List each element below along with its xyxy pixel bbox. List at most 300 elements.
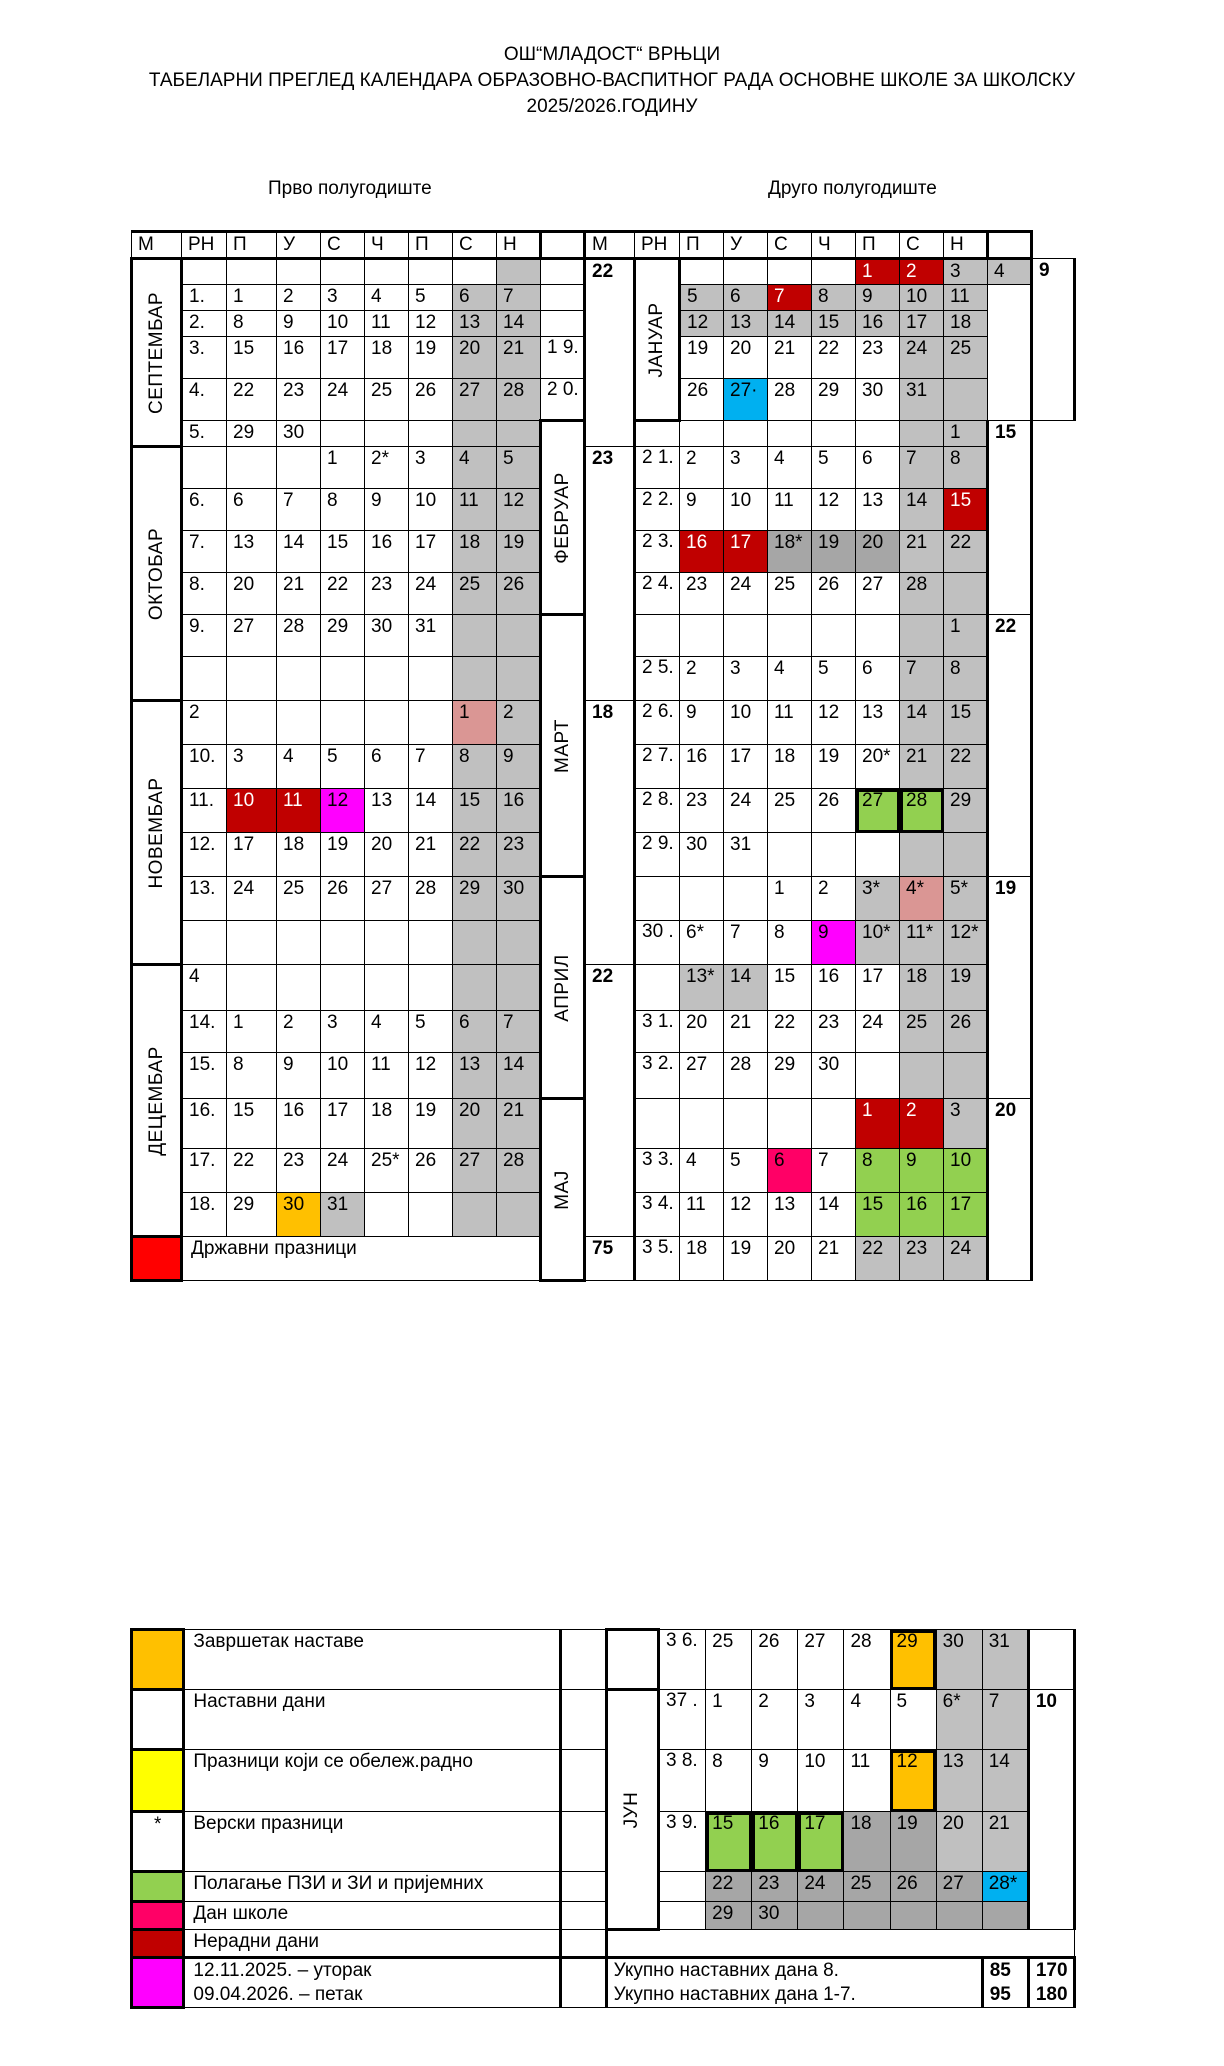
day-cell (497, 259, 541, 285)
day-cell (680, 615, 724, 657)
day-cell (944, 1053, 988, 1099)
month-dec (132, 965, 182, 1237)
week-number: 30 . (635, 921, 680, 965)
day-cell (277, 965, 321, 1011)
day-cell: 16 (856, 311, 900, 337)
day-cell: 27 (856, 789, 900, 833)
day-cell: 5 (321, 745, 365, 789)
day-cell: 5 (680, 285, 724, 311)
day-cell: 16 (680, 531, 724, 573)
week-number (659, 1902, 706, 1930)
month-label: МАРТ (551, 718, 573, 773)
day-cell: 11 (944, 285, 988, 311)
day-cell (982, 1902, 1028, 1930)
day-cell: 14 (497, 311, 541, 337)
day-cell: 28* (982, 1872, 1028, 1902)
day-cell: 17 (798, 1812, 844, 1872)
month-total: 22 (585, 259, 635, 447)
week-number: 15. (182, 1053, 227, 1099)
day-cell (365, 259, 409, 285)
day-cell: 10 (724, 489, 768, 531)
day-cell: 7 (900, 447, 944, 489)
week-number: 17. (182, 1149, 227, 1193)
day-cell: 14 (277, 531, 321, 573)
legend-swatch-teach (132, 1690, 184, 1750)
column-header: П (409, 232, 453, 259)
day-cell: 28 (724, 1053, 768, 1099)
month-total: 10 (1028, 1690, 1074, 1930)
week-number: 16. (182, 1099, 227, 1149)
day-cell (812, 615, 856, 657)
day-cell: 14 (409, 789, 453, 833)
day-cell: 6 (856, 447, 900, 489)
day-cell: 2 (900, 259, 944, 285)
day-cell: 23 (680, 789, 724, 833)
day-cell: 13 (365, 789, 409, 833)
week-number: 2 6. (635, 701, 680, 745)
day-cell: 16 (812, 965, 856, 1011)
day-cell: 12 (812, 489, 856, 531)
day-cell: 13 (856, 489, 900, 531)
day-cell: 31 (900, 379, 944, 421)
calendar-table (130, 230, 1076, 1282)
day-cell: 29 (227, 1193, 277, 1237)
day-cell: 14 (982, 1750, 1028, 1812)
day-cell: 1 (706, 1690, 752, 1750)
column-header: Ч (812, 232, 856, 259)
day-cell: 18 (365, 337, 409, 379)
day-cell: 20 (768, 1237, 812, 1281)
week-number: 2 5. (635, 657, 680, 701)
day-cell: 13 (453, 311, 497, 337)
empty-cell (541, 232, 585, 259)
week-number: 12. (182, 833, 227, 877)
day-cell: 10 (227, 789, 277, 833)
day-cell: 8 (227, 1053, 277, 1099)
day-cell: 3 (724, 447, 768, 489)
day-cell: 9 (277, 1053, 321, 1099)
day-cell: 10 (409, 489, 453, 531)
day-cell: 22 (944, 745, 988, 789)
day-cell: 1 (768, 877, 812, 921)
day-cell (497, 965, 541, 1011)
day-cell: 25 (453, 573, 497, 615)
day-cell (497, 921, 541, 965)
day-cell (900, 1053, 944, 1099)
day-cell: 4 (768, 447, 812, 489)
column-header: РН (635, 232, 680, 259)
summary-g17-b: 180 (1035, 1984, 1068, 2005)
day-cell: 27 (453, 1149, 497, 1193)
legend-swatch-swap (132, 1958, 184, 2008)
day-cell: 27 (936, 1872, 982, 1902)
day-cell: 29 (890, 1630, 936, 1690)
day-cell (900, 615, 944, 657)
day-cell (409, 259, 453, 285)
legend-relig: Верски празници (184, 1812, 560, 1872)
legend-teach: Наставни дани (184, 1690, 560, 1750)
day-cell: 30 (680, 833, 724, 877)
week-number (182, 657, 227, 701)
day-cell: 15 (321, 531, 365, 573)
day-cell: 13 (856, 701, 900, 745)
day-cell: 16 (277, 1099, 321, 1149)
column-header: У (277, 232, 321, 259)
day-cell (409, 701, 453, 745)
day-cell (277, 447, 321, 489)
day-cell: 23 (497, 833, 541, 877)
first-semester-label: Прво полугодиште (268, 178, 432, 199)
empty-cell (560, 1690, 606, 1750)
day-cell (227, 447, 277, 489)
legend-swatch-state (132, 1237, 182, 1281)
calendar-row (132, 447, 1075, 489)
day-cell: 3 (321, 285, 365, 311)
day-cell: 22 (227, 379, 277, 421)
week-number: 13. (182, 877, 227, 921)
day-cell: 19 (890, 1812, 936, 1872)
lower-row (132, 1812, 1075, 1872)
day-cell: 9 (277, 311, 321, 337)
day-cell (812, 833, 856, 877)
day-cell (724, 615, 768, 657)
month-total: 23 (585, 447, 635, 701)
day-cell: 4 (365, 1011, 409, 1053)
legend-state: Државни празници (182, 1237, 541, 1281)
day-cell (680, 421, 724, 447)
day-cell: 5 (497, 447, 541, 489)
day-cell: 24 (900, 337, 944, 379)
day-cell: 6 (227, 489, 277, 531)
day-cell: 7 (497, 285, 541, 311)
day-cell: 7 (277, 489, 321, 531)
day-cell (724, 877, 768, 921)
day-cell: 4 (453, 447, 497, 489)
day-cell: 12 (724, 1193, 768, 1237)
week-number: 5. (182, 421, 227, 447)
day-cell (497, 1193, 541, 1237)
school-year: 2025/2026.ГОДИНУ (526, 96, 698, 117)
day-cell: 4 (844, 1690, 890, 1750)
month-label: ФЕБРУАР (551, 471, 573, 564)
column-header: П (680, 232, 724, 259)
week-number: 2 4. (635, 573, 680, 615)
day-cell: 18 (365, 1099, 409, 1149)
week-number: 2 3. (635, 531, 680, 573)
day-cell: 3 (227, 745, 277, 789)
legend-swatch-day (132, 1902, 184, 1930)
day-cell: 18 (453, 531, 497, 573)
day-cell: 28 (409, 877, 453, 921)
day-cell: 21 (812, 1237, 856, 1281)
day-cell: 21 (724, 1011, 768, 1053)
legend-day: Дан школе (184, 1902, 560, 1930)
day-cell: 23 (856, 337, 900, 379)
day-cell: 18 (844, 1812, 890, 1872)
week-number: 3 1. (635, 1011, 680, 1053)
day-cell: 14 (900, 701, 944, 745)
day-cell: 6 (856, 657, 900, 701)
day-cell: 26 (944, 1011, 988, 1053)
day-cell: 24 (798, 1872, 844, 1902)
week-number: 1 9. (541, 337, 585, 379)
month-total: 19 (988, 877, 1032, 1099)
column-header: М (132, 232, 182, 259)
day-cell: 18* (768, 531, 812, 573)
day-cell: 29 (768, 1053, 812, 1099)
week-number (182, 447, 227, 489)
day-cell (227, 965, 277, 1011)
day-cell: 11 (365, 1053, 409, 1099)
week-number (635, 1099, 680, 1149)
summary-g17-a: 95 (989, 1984, 1011, 2005)
day-cell: 9 (497, 745, 541, 789)
day-cell (900, 421, 944, 447)
day-cell: 8 (706, 1750, 752, 1812)
day-cell: 17 (321, 337, 365, 379)
day-cell: 27 (856, 573, 900, 615)
day-cell: 5 (890, 1690, 936, 1750)
day-cell: 2 (680, 447, 724, 489)
day-cell: 26 (752, 1630, 798, 1690)
day-cell: 20 (680, 1011, 724, 1053)
day-cell: 23 (277, 379, 321, 421)
day-cell: 24 (227, 877, 277, 921)
month-label: ОКТОБАР (145, 527, 167, 620)
day-cell (365, 421, 409, 447)
day-cell: 21 (277, 573, 321, 615)
day-cell (409, 1193, 453, 1237)
month-oct (132, 447, 182, 701)
day-cell: 26 (812, 573, 856, 615)
month-total: 22 (988, 615, 1032, 877)
day-cell: 26 (409, 379, 453, 421)
day-cell: 25 (768, 789, 812, 833)
day-cell: 9 (680, 489, 724, 531)
week-number (541, 311, 585, 337)
day-cell: 2 (277, 1011, 321, 1053)
day-cell (365, 657, 409, 701)
day-cell (227, 657, 277, 701)
day-cell: 17 (321, 1099, 365, 1149)
week-number (182, 259, 227, 285)
column-header: С (768, 232, 812, 259)
empty-cell (606, 1630, 658, 1690)
month-total: 22 (585, 965, 635, 1237)
day-cell: 30 (812, 1053, 856, 1099)
day-cell: 20 (453, 337, 497, 379)
day-cell (321, 657, 365, 701)
day-cell: 28 (900, 789, 944, 833)
day-cell: 4 (768, 657, 812, 701)
day-cell: 1 (453, 701, 497, 745)
day-cell: 4 (277, 745, 321, 789)
day-cell: 5 (409, 1011, 453, 1053)
second-semester-label: Друго полугодиште (768, 178, 937, 199)
day-cell: 11 (680, 1193, 724, 1237)
day-cell: 24 (724, 573, 768, 615)
month-mar (541, 615, 585, 877)
empty-cell (988, 232, 1032, 259)
day-cell (321, 259, 365, 285)
day-cell (321, 701, 365, 745)
week-number: 2 1. (635, 447, 680, 489)
week-number: 8. (182, 573, 227, 615)
day-cell: 31 (982, 1630, 1028, 1690)
day-cell: 8 (944, 657, 988, 701)
day-cell: 2* (365, 447, 409, 489)
day-cell: 26 (890, 1872, 936, 1902)
day-cell: 17 (856, 965, 900, 1011)
day-cell: 9 (856, 285, 900, 311)
day-cell: 6 (453, 285, 497, 311)
day-cell: 21 (982, 1812, 1028, 1872)
day-cell: 27 (227, 615, 277, 657)
day-cell: 30 (277, 421, 321, 447)
week-number (635, 421, 680, 447)
day-cell: 18 (944, 311, 988, 337)
week-number (635, 877, 680, 921)
calendar-row (132, 965, 1075, 1011)
day-cell: 8 (321, 489, 365, 531)
day-cell: 28 (277, 615, 321, 657)
day-cell: 25 (768, 573, 812, 615)
day-cell: 6 (724, 285, 768, 311)
week-number: 3 4. (635, 1193, 680, 1237)
day-cell: 15 (944, 701, 988, 745)
day-cell: 12 (409, 311, 453, 337)
month-jan (635, 259, 680, 421)
day-cell: 8 (453, 745, 497, 789)
day-cell: 24 (856, 1011, 900, 1053)
day-cell: 30 (497, 877, 541, 921)
month-total: 9 (1032, 259, 1075, 421)
day-cell: 9 (365, 489, 409, 531)
day-cell: 17 (409, 531, 453, 573)
day-cell: 2 (752, 1690, 798, 1750)
day-cell (497, 657, 541, 701)
day-cell (227, 259, 277, 285)
week-number: 7. (182, 531, 227, 573)
day-cell: 11 (844, 1750, 890, 1812)
swap-date-1: 12.11.2025. – уторак (193, 1960, 372, 1981)
day-cell: 25 (706, 1630, 752, 1690)
legend-swap-days (184, 1958, 560, 2008)
day-cell: 8 (812, 285, 856, 311)
day-cell: 8 (768, 921, 812, 965)
day-cell: 3 (944, 259, 988, 285)
day-cell: 20 (936, 1812, 982, 1872)
day-cell: 26 (812, 789, 856, 833)
day-cell: 10 (900, 285, 944, 311)
day-cell: 24 (724, 789, 768, 833)
day-cell: 1 (944, 615, 988, 657)
legend-swatch-holi (132, 1750, 184, 1812)
day-cell: 25 (900, 1011, 944, 1053)
day-cell: 8 (856, 1149, 900, 1193)
day-cell: 2 (900, 1099, 944, 1149)
day-cell: 12* (944, 921, 988, 965)
day-cell: 29 (321, 615, 365, 657)
day-cell (812, 259, 856, 285)
day-cell: 19 (812, 745, 856, 789)
empty-cell (606, 1930, 1074, 1958)
day-cell: 23 (277, 1149, 321, 1193)
day-cell: 5 (409, 285, 453, 311)
day-cell: 15 (856, 1193, 900, 1237)
week-number: 4. (182, 379, 227, 421)
day-cell: 26 (497, 573, 541, 615)
day-cell: 23 (900, 1237, 944, 1281)
day-cell: 5* (944, 877, 988, 921)
week-number: 2 0. (541, 379, 585, 421)
day-cell: 12 (812, 701, 856, 745)
day-cell: 4 (680, 1149, 724, 1193)
week-number: 3. (182, 337, 227, 379)
day-cell: 19 (680, 337, 724, 379)
day-cell: 30 (365, 615, 409, 657)
day-cell (365, 965, 409, 1011)
day-cell (844, 1902, 890, 1930)
day-cell (321, 921, 365, 965)
day-cell: 11 (277, 789, 321, 833)
legend-swatch-relig: * (132, 1812, 184, 1872)
empty-cell (560, 1872, 606, 1902)
school-name: ОШ“МЛАДОСТ“ ВРЊЦИ (503, 44, 721, 65)
day-cell (680, 877, 724, 921)
day-cell: 10 (724, 701, 768, 745)
month-nov (132, 701, 182, 965)
day-cell: 22 (706, 1872, 752, 1902)
empty-cell (560, 1958, 606, 2008)
column-header: С (453, 232, 497, 259)
day-cell: 20* (856, 745, 900, 789)
day-cell (453, 965, 497, 1011)
week-number (182, 921, 227, 965)
day-cell: 3 (798, 1690, 844, 1750)
day-cell: 1 (944, 421, 988, 447)
day-cell (497, 421, 541, 447)
day-cell: 4* (900, 877, 944, 921)
empty-cell (1028, 1630, 1074, 1690)
day-cell: 3* (856, 877, 900, 921)
day-cell: 17 (944, 1193, 988, 1237)
day-cell (900, 833, 944, 877)
day-cell (453, 921, 497, 965)
legend-swatch-exam (132, 1872, 184, 1902)
day-cell (944, 379, 988, 421)
day-cell: 11 (768, 701, 812, 745)
day-cell: 18 (680, 1237, 724, 1281)
day-cell: 17 (227, 833, 277, 877)
day-cell: 27 (453, 379, 497, 421)
day-cell: 27 (680, 1053, 724, 1099)
day-cell: 10 (944, 1149, 988, 1193)
day-cell: 30 (752, 1902, 798, 1930)
day-cell: 30 (856, 379, 900, 421)
month-label: МАЈ (551, 1169, 573, 1210)
day-cell: 16 (497, 789, 541, 833)
day-cell: 20 (365, 833, 409, 877)
day-cell: 19 (497, 531, 541, 573)
day-cell: 12 (890, 1750, 936, 1812)
day-cell: 19 (812, 531, 856, 573)
day-cell: 30 (277, 1193, 321, 1237)
day-cell (409, 421, 453, 447)
day-cell: 3 (409, 447, 453, 489)
day-cell: 22 (944, 531, 988, 573)
day-cell (277, 657, 321, 701)
